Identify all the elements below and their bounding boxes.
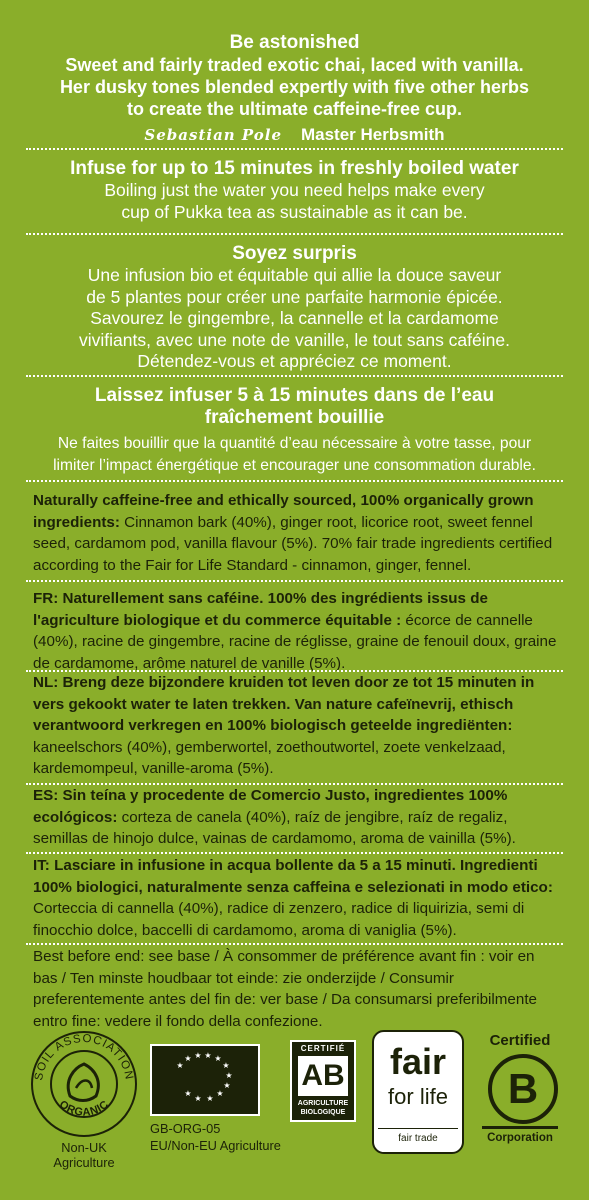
ingredients-es-bold: ES: Sin teína y procedente de Comercio Justo, ingredientes 100% ecológicos:	[33, 787, 508, 826]
svg-text:★: ★	[194, 1051, 202, 1060]
divider	[26, 375, 563, 377]
svg-text:★: ★	[176, 1061, 184, 1070]
ab-bottom-line: BIOLOGIQUE	[300, 1109, 346, 1116]
fr-line: vivifiants, avec une note de vanille, le tout sans caféine.	[79, 329, 510, 350]
fr-infuse-line: limiter l’impact énergétique et encourager une consommation durable.	[53, 456, 536, 474]
en-infuse-heading: Infuse for up to 15 minutes in freshly boiled water	[70, 158, 519, 179]
ingredients-fr	[33, 588, 563, 674]
ingredients-en-text: Cinnamon bark (40%), ginger root, licorice root, sweet fennel seed, cardamom pod, vanilla flavour (5%). 70% fair trade ingredients certified according to the Fair for Life Standard - cinnamon, ginger, fennel.	[33, 513, 553, 574]
fr-infuse-heading: Laissez infuser 5 à 15 minutes dans de l’eau	[94, 385, 495, 406]
ab-bottom-text	[292, 1099, 354, 1117]
divider	[26, 852, 563, 854]
signature-line	[0, 124, 589, 146]
ab-top-text: CERTIFIÉ	[300, 1044, 346, 1053]
french-description	[0, 243, 589, 373]
eu-organic-leaf-logo	[150, 1044, 260, 1116]
ingredients-en-bold: Naturally caffeine-free and ethically sourced, 100% organically grown ingredients:	[33, 492, 534, 531]
signature-title: Master Herbsmith	[300, 125, 445, 144]
ingredients-fr-text: écorce de cannelle (40%), racine de gingembre, racine de réglisse, graine de fenouil doux, graine de cardamome, arôme naturel de vanille (5%).	[33, 611, 557, 672]
svg-text:★: ★	[222, 1061, 230, 1070]
bcorp-mark: B	[488, 1054, 558, 1124]
fairforlife-bottom: fair trade	[398, 1133, 438, 1144]
certification-logos	[0, 1030, 589, 1200]
fairforlife-line1: fair	[389, 1041, 447, 1082]
french-infuse	[0, 385, 589, 477]
english-description	[0, 32, 589, 146]
ingredients-fr-bold: FR: Naturellement sans caféine. 100% des ingrédients issus de l'agriculture biologique et du commerce équitable :	[33, 590, 488, 629]
soil-association-organic-logo	[30, 1030, 138, 1138]
fr-line: de 5 plantes pour créer une parfaite harmonie épicée.	[86, 286, 503, 307]
svg-text:★: ★	[204, 1051, 212, 1060]
ab-bottom-line: AGRICULTURE	[297, 1100, 349, 1107]
english-infuse	[0, 158, 589, 223]
fr-infuse-line: Ne faites bouillir que la quantité d’eau nécessaire à votre tasse, pour	[57, 435, 532, 452]
svg-text:★: ★	[214, 1054, 222, 1063]
bcorp-bottom: Corporation	[487, 1132, 553, 1144]
ingredients-nl-bold: NL: Breng deze bijzondere kruiden tot leven door ze tot 15 minuten in vers gekookt water te laten trekken. Van nature cafeïnevrij, ethisch verantwoord verkregen en 100% biologisch geteelde ingrediënten:	[33, 674, 535, 735]
fr-line: Détendez-vous et appréciez ce moment.	[137, 351, 452, 371]
divider	[26, 480, 563, 482]
svg-text:★: ★	[194, 1094, 202, 1103]
divider	[26, 943, 563, 945]
svg-text:★: ★	[184, 1054, 192, 1063]
ingredients-it-text: Corteccia di cannella (40%), radice di zenzero, radice di liquirizia, semi di finocchio dolce, baccelli di cardamomo, aroma di vaniglia (5%).	[33, 900, 525, 939]
en-infuse-line: cup of Pukka tea as sustainable as it can be.	[121, 201, 468, 222]
ab-agriculture-biologique-logo	[290, 1040, 356, 1122]
fairforlife-line2: for life	[388, 1084, 448, 1109]
en-line: to create the ultimate caffeine-free cup.	[126, 99, 463, 119]
soil-middle-text: ORGANIC	[56, 1098, 112, 1119]
ingredients-en	[33, 490, 563, 576]
svg-text:★: ★	[223, 1081, 231, 1090]
fair-for-life-logo	[372, 1030, 464, 1154]
ingredients-it-bold: IT: Lasciare in infusione in acqua bollente da 5 a 15 minuti. Ingredienti 100% biologici, naturalmente senza caffeina e selezionati in modo etico:	[33, 857, 553, 896]
ingredients-it	[33, 855, 563, 941]
divider	[26, 148, 563, 150]
divider	[26, 233, 563, 235]
signature: Sebastian Pole	[144, 126, 283, 144]
bcorp-top: Certified	[489, 1032, 551, 1049]
en-line: Her dusky tones blended expertly with five other herbs	[59, 77, 530, 97]
fr-infuse-heading: fraîchement bouillie	[204, 407, 385, 428]
fr-line: Savourez le gingembre, la cannelle et la cardamome	[90, 308, 499, 328]
soil-caption: Non-UK Agriculture	[53, 1140, 115, 1170]
divider	[26, 580, 563, 582]
ingredients-es	[33, 785, 563, 850]
en-infuse-line: Boiling just the water you need helps make every	[104, 180, 485, 200]
ingredients-es-text: corteza de canela (40%), raíz de jengibre, raíz de regaliz, semillas de hinojo dulce, vainas de cardamomo, aroma de vainilla (5%).	[33, 808, 516, 848]
ingredients-nl	[33, 672, 563, 780]
best-before-text: Best before end: see base / À consommer de préférence avant fin : voir en bas / Ten minste houdbaar tot einde: zie onderzijde / Consumir preferentemente antes del fin de: ver base / Da consumarsi preferibilmente entro fine: vedere il fondo della confezione.	[33, 948, 537, 1030]
en-heading: Be astonished	[229, 32, 360, 53]
svg-text:★: ★	[206, 1094, 214, 1103]
svg-text:★: ★	[216, 1089, 224, 1098]
b-corp-logo	[478, 1032, 562, 1156]
eu-caption: EU/Non-EU Agriculture	[150, 1138, 281, 1153]
svg-text:SOIL ASSOCIATION	[33, 1033, 135, 1082]
fr-line: Une infusion bio et équitable qui allie la douce saveur	[87, 265, 502, 285]
ab-mark: AB	[298, 1056, 348, 1096]
en-line: Sweet and fairly traded exotic chai, laced with vanilla.	[65, 55, 524, 75]
svg-text:★: ★	[184, 1089, 192, 1098]
fr-heading: Soyez surpris	[232, 243, 357, 264]
eu-code: GB-ORG-05	[150, 1121, 221, 1136]
svg-text:★: ★	[225, 1071, 233, 1080]
soil-top-text: SOIL ASSOCIATION	[33, 1032, 135, 1082]
best-before	[33, 946, 563, 1032]
ingredients-nl-text: kaneelschors (40%), gemberwortel, zoethoutwortel, zoete venkelzaad, kardemompeul, vanille-aroma (5%).	[33, 738, 506, 778]
